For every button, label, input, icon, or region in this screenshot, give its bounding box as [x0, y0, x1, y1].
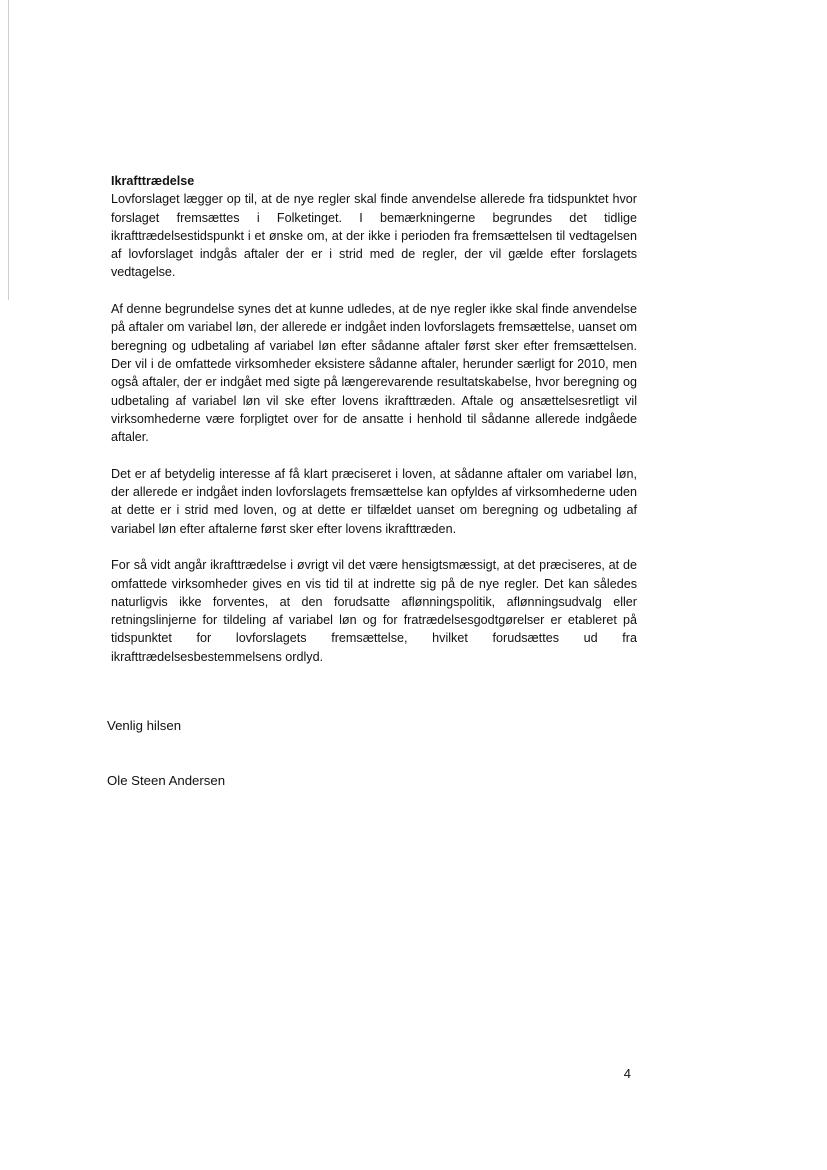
letter-body	[111, 172, 637, 666]
paragraph-spacer	[111, 446, 637, 464]
signature-name: Ole Steen Andersen	[107, 773, 226, 788]
paragraph-spacer	[111, 538, 637, 556]
paragraph-3: Det er af betydelig interesse af få klart præciseret i loven, at sådanne aftaler om variabel løn, der allerede er indgået inden lovforslagets fremsættelse kan opfyldes af virksomhederne uden at dette er i strid med loven, og at dette er tilfældet uanset om beregning og udbetaling af variabel løn efter aftalerne først sker efter lovens ikrafttræden.	[111, 466, 637, 536]
paragraph-1: Lovforslaget lægger op til, at de nye regler skal finde anvendelse allerede fra tidspunktet hvor forslaget fremsættes i Folketinget. I bemærkningerne begrundes det tidlige ikrafttrædelsestidspunkt i et ønske om, at der ikke i perioden fra fremsættelsen til vedtagelsen af lovforslaget indgås aftaler der er i strid med de regler, der vil gælde efter forslagets vedtagelse.	[111, 192, 637, 280]
paragraph-2: Af denne begrundelse synes det at kunne udledes, at de nye regler ikke skal finde anvendelse på aftaler om variabel løn, der allerede er indgået inden lovforslagets fremsættelse, uanset om beregning og udbetaling af variabel løn efter sådanne aftaler først sker efter fremsættelsen. Der vil i de omfattede virksomheder eksistere sådanne aftaler, herunder særligt for 2010, men også aftaler, der er indgået med sigte på længerevarende resultatskabelse, hvor beregning og udbetaling af variabel løn vil ske efter lovens ikrafttræden. Aftale og ansættelsesretligt vil virksomhederne være forpligtet over for de ansatte i henhold til sådanne allerede indgåede aftaler.	[111, 302, 637, 445]
closing-greeting: Venlig hilsen	[107, 718, 182, 733]
paragraph-spacer	[111, 282, 637, 300]
page-number: 4	[623, 1066, 631, 1081]
paragraph-4: For så vidt angår ikrafttrædelse i øvrigt vil det være hensigtsmæssigt, at det præciseres, at de omfattede virksomheder gives en vis tid til at indrette sig på de nye regler. Det kan således naturligvis ikke forventes, at den forudsatte aflønningspolitik, aflønningsudvalg eller retningslinjerne for tildeling af variabel løn og for fratrædelsesgodtgørelser er etableret på tidspunktet for lovforslagets fremsættelse, hvilket forudsættes ud fra ikrafttrædelsesbestemmelsens ordlyd.	[111, 558, 637, 664]
section-heading: Ikrafttrædelse	[111, 174, 195, 188]
scan-edge-line	[8, 0, 9, 300]
